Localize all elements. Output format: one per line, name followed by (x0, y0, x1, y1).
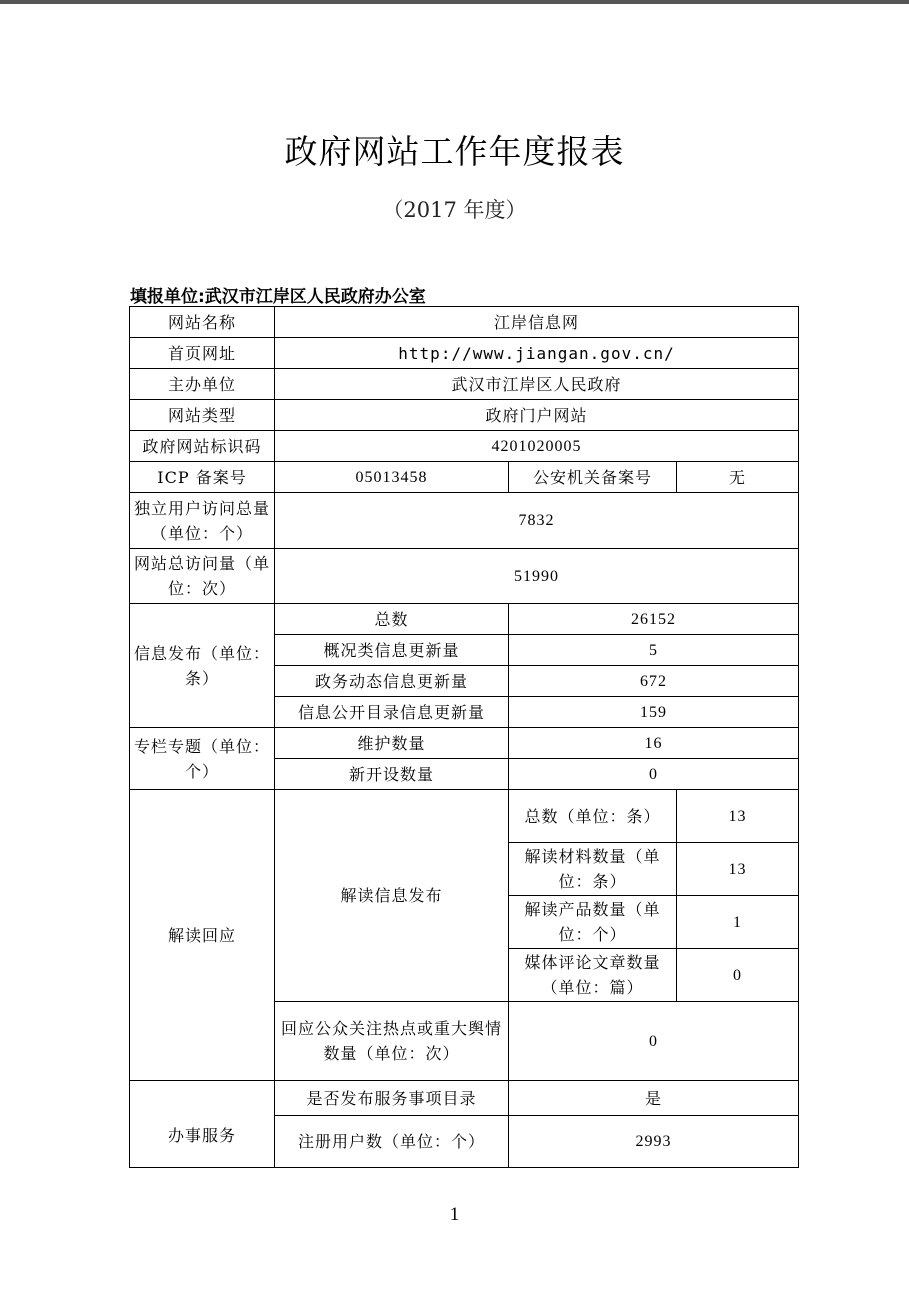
page-number: 1 (449, 1204, 460, 1225)
table-row (130, 790, 799, 843)
interpretation-item-label: 媒体评论文章数量（单位：篇） (509, 949, 677, 1002)
table-row (130, 369, 799, 400)
total-visits-value: 51990 (275, 549, 799, 604)
table-row (130, 493, 799, 549)
interpretation-item-value: 0 (677, 949, 799, 1002)
services-item-label: 注册用户数（单位：个） (275, 1116, 509, 1168)
unique-visitors-value: 7832 (275, 493, 799, 549)
site-id-label: 政府网站标识码 (130, 431, 275, 462)
columns-item-value: 16 (509, 728, 799, 759)
report-title: 政府网站工作年度报表 (284, 132, 625, 171)
table-row (130, 604, 799, 635)
site-name-label: 网站名称 (130, 307, 275, 338)
total-visits-label: 网站总访问量（单位：次） (130, 549, 275, 604)
services-item-label: 是否发布服务事项目录 (275, 1081, 509, 1116)
interpretation-label: 解读回应 (130, 790, 275, 1081)
table-row (130, 462, 799, 493)
table-row (130, 728, 799, 759)
report-table (129, 306, 799, 1168)
site-type-value: 政府门户网站 (275, 400, 799, 431)
unique-visitors-label: 独立用户访问总量（单位：个） (130, 493, 275, 549)
info-publish-item-label: 信息公开目录信息更新量 (275, 697, 509, 728)
table-row (130, 549, 799, 604)
info-publish-item-value: 159 (509, 697, 799, 728)
icp-label: ICP 备案号 (130, 462, 275, 493)
interpretation-item-label: 总数（单位：条） (509, 790, 677, 843)
table-row (130, 307, 799, 338)
top-border-line (0, 0, 909, 4)
site-id-value: 4201020005 (275, 431, 799, 462)
interpretation-sub-label: 解读信息发布 (275, 790, 509, 1002)
icp-value: 05013458 (275, 462, 509, 493)
table-row (130, 431, 799, 462)
interpretation-item-label: 解读材料数量（单位：条） (509, 843, 677, 896)
police-record-value: 无 (677, 462, 799, 493)
table-row (130, 1081, 799, 1116)
interpretation-item-value: 1 (677, 896, 799, 949)
columns-item-value: 0 (509, 759, 799, 790)
interpretation-item-label: 解读产品数量（单位：个） (509, 896, 677, 949)
info-publish-item-value: 5 (509, 635, 799, 666)
sponsor-label: 主办单位 (130, 369, 275, 400)
response-value: 0 (509, 1002, 799, 1081)
reporting-unit: 填报单位:武汉市江岸区人民政府办公室 (130, 287, 426, 307)
table-row (130, 400, 799, 431)
homepage-url-label: 首页网址 (130, 338, 275, 369)
columns-item-label: 新开设数量 (275, 759, 509, 790)
services-item-value: 是 (509, 1081, 799, 1116)
info-publish-label: 信息发布（单位：条） (130, 604, 275, 728)
interpretation-item-value: 13 (677, 843, 799, 896)
interpretation-item-value: 13 (677, 790, 799, 843)
sponsor-value: 武汉市江岸区人民政府 (275, 369, 799, 400)
info-publish-item-label: 政务动态信息更新量 (275, 666, 509, 697)
columns-item-label: 维护数量 (275, 728, 509, 759)
services-label: 办事服务 (130, 1081, 275, 1168)
info-publish-item-label: 总数 (275, 604, 509, 635)
site-type-label: 网站类型 (130, 400, 275, 431)
columns-label: 专栏专题（单位：个） (130, 728, 275, 790)
police-record-label: 公安机关备案号 (509, 462, 677, 493)
info-publish-item-value: 672 (509, 666, 799, 697)
info-publish-item-value: 26152 (509, 604, 799, 635)
services-item-value: 2993 (509, 1116, 799, 1168)
site-name-value: 江岸信息网 (275, 307, 799, 338)
table-row (130, 338, 799, 369)
homepage-url-value: http://www.jiangan.gov.cn/ (275, 338, 799, 369)
response-label: 回应公众关注热点或重大舆情数量（单位：次） (275, 1002, 509, 1081)
info-publish-item-label: 概况类信息更新量 (275, 635, 509, 666)
report-year: （2017 年度） (382, 198, 527, 222)
